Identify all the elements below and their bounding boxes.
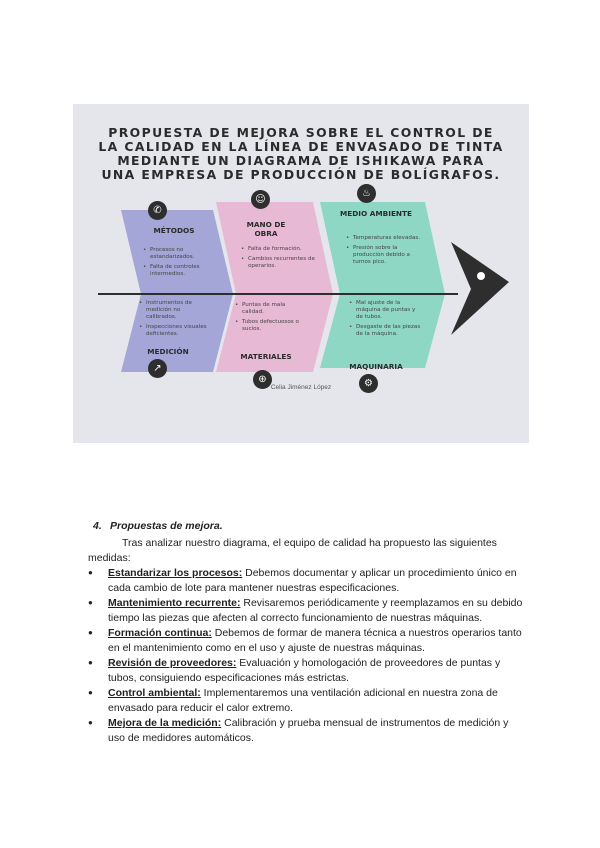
measure-text: Debemos de formar de manera técnica a nuestros operarios tanto en el mantenimiento como en el uso y ajuste de nuestras máquinas.: [108, 627, 522, 654]
measure-term: Mejora de la medición:: [108, 717, 222, 729]
list-item: • Temperaturas elevadas.: [346, 235, 426, 242]
list-item: • Puntas de mala calidad.: [235, 302, 307, 316]
measure-text: Debemos documentar y aplicar un procedimiento único en cada cambio de lote para mantener nuestras especificaciones.: [108, 567, 517, 594]
measure-text: Revisaremos periódicamente y reemplazamos en su debido tiempo las piezas que afecten al correcto funcionamiento de nuestras máquinas.: [108, 597, 523, 624]
measure-text: Evaluación y homologación de proveedores de puntas y tubos, consiguiendo especificaciones más estrictas.: [108, 657, 501, 684]
list-item: • Inspecciones visuales deficientes.: [139, 324, 211, 338]
measure-term: Control ambiental:: [108, 687, 201, 699]
items-metodos: [143, 247, 215, 281]
category-label-materiales: MATERIALES: [240, 352, 292, 361]
list-item: [88, 656, 528, 685]
measure-term: Mantenimiento recurrente:: [108, 597, 241, 609]
list-item: [88, 596, 528, 625]
list-item: • Tubos defectuosos o sucios.: [235, 319, 307, 333]
intro-paragraph: [90, 536, 530, 565]
section-number: 4.: [93, 520, 102, 532]
figure-author: Celia Jiménez López: [270, 384, 332, 391]
category-label-medio-ambiente: MEDIO AMBIENTE: [340, 209, 412, 218]
figure-title-line: MEDIANTE UN DIAGRAMA DE ISHIKAWA PARA: [117, 153, 485, 168]
megaphone-icon: ✆: [148, 201, 167, 220]
list-item: • Instrumentos de medición no calibrados.: [139, 300, 211, 321]
items-medicion: [139, 300, 211, 341]
measure-text: Calibración y prueba mensual de instrumentos de medición y uso de medidores automáticos.: [108, 717, 509, 744]
worker-icon: ☺: [251, 190, 270, 209]
intro-line: Tras analizar nuestro diagrama, el equipo de calidad ha propuesto las siguientes: [122, 537, 497, 549]
list-item: [88, 566, 528, 595]
list-item: • Procesos no estandarizados.: [143, 247, 215, 261]
section-heading: [93, 520, 223, 532]
thermometer-icon: ♨: [357, 184, 376, 203]
items-medio-ambiente: [346, 235, 426, 269]
measure-term: Revisión de proveedores:: [108, 657, 237, 669]
fishbone-diagram: [73, 104, 529, 443]
fish-head: [451, 242, 509, 335]
items-maquinaria: [349, 300, 421, 341]
items-mano-de-obra: [241, 246, 319, 273]
intro-line: medidas:: [88, 551, 131, 564]
measure-text: Implementaremos una ventilación adicional en nuestra zona de envasado para reducir el calor extremo.: [108, 687, 498, 714]
items-materiales: [235, 302, 307, 336]
category-label-maquinaria: MAQUINARIA: [349, 362, 403, 371]
category-label-metodos: MÉTODOS: [153, 226, 195, 235]
measure-term: Formación continua:: [108, 627, 212, 639]
list-item: [88, 626, 528, 655]
figure-title-line: LA CALIDAD EN LA LÍNEA DE ENVASADO DE TINTA: [98, 139, 504, 154]
list-item: [88, 716, 528, 745]
list-item: • Presión sobre la producción debido a turnos pico.: [346, 245, 426, 266]
machine-icon: ⚙: [359, 374, 378, 393]
trend-chart-icon: ↗: [148, 359, 167, 378]
list-item: • Cambios recurrentes de operarios.: [241, 256, 319, 270]
figure-title-line: PROPUESTA DE MEJORA SOBRE EL CONTROL DE: [108, 125, 494, 140]
list-item: [88, 686, 528, 715]
measures-list: [88, 566, 528, 746]
measure-term: Estandarizar los procesos:: [108, 567, 243, 579]
figure-title-line: UNA EMPRESA DE PRODUCCIÓN DE BOLÍGRAFOS.: [101, 167, 501, 182]
fish-eye: [477, 272, 485, 280]
list-item: • Mal ajuste de la máquina de puntas y de tubos.: [349, 300, 421, 321]
ishikawa-figure: [73, 104, 529, 443]
list-item: • Falta de formación.: [241, 246, 319, 253]
section-title: Propuestas de mejora.: [110, 520, 223, 532]
category-label-medicion: MEDICIÓN: [147, 347, 189, 356]
category-label-mano-de-obra: MANO DE OBRA: [246, 220, 286, 238]
list-item: • Falta de controles intermedios.: [143, 264, 215, 278]
list-item: • Desgaste de las piezas de la máquina.: [349, 324, 421, 338]
globe-icon: ⊕: [253, 370, 272, 389]
